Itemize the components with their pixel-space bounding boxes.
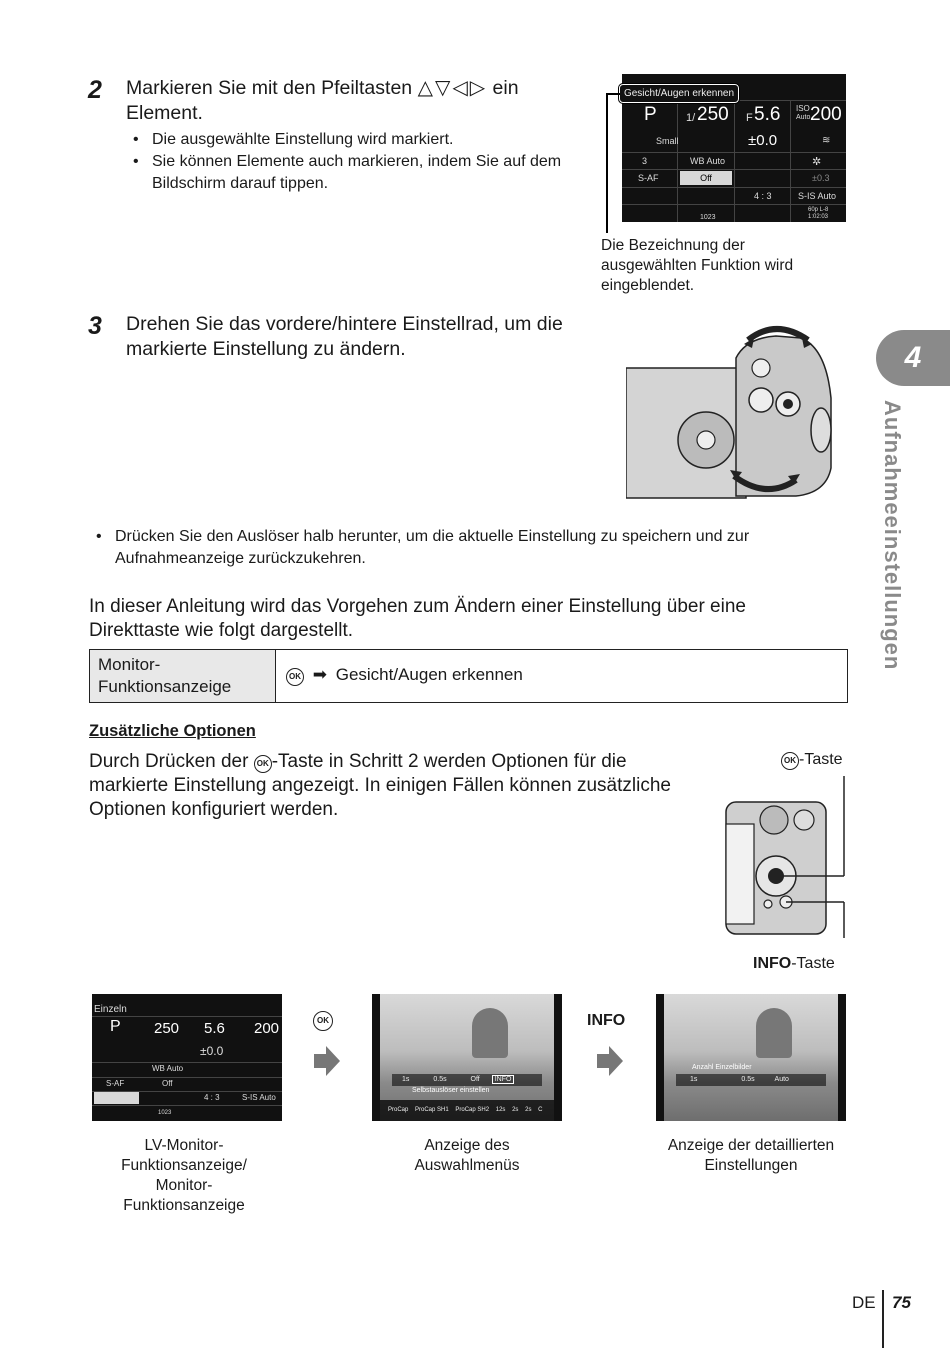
exposure-compensation: ±0.0 [200, 1044, 224, 1058]
shooting-mode: P [110, 1018, 121, 1035]
menu-bar [380, 1100, 554, 1121]
drive-mode: 3 [642, 156, 648, 166]
person-figure [756, 1008, 792, 1058]
white-balance: WB Auto [152, 1064, 184, 1073]
options-text-start: Durch Drücken der [89, 751, 249, 772]
caption-line: Einstellungen [704, 1157, 798, 1174]
menu-option: ProCap SH2 [455, 1107, 490, 1113]
recording-time: 1:02:03 [808, 214, 829, 220]
menu-option: 2s [512, 1107, 519, 1113]
menu-option-info: INFO [492, 1075, 515, 1084]
menu-option: 0.5s [741, 1076, 755, 1083]
caption-line: Anzeige der detaillierten [667, 1137, 835, 1154]
caption-lv-monitor [92, 1136, 276, 1216]
image-size: Small [656, 136, 679, 146]
table-right-cell [286, 665, 523, 686]
menu-option: 2s [525, 1107, 532, 1113]
caption-line: LV-Monitor- [144, 1137, 224, 1154]
camera-dials-illustration [626, 318, 836, 502]
aperture-f: F [746, 112, 753, 124]
menu-title: Anzahl Einzelbilder [692, 1064, 752, 1071]
image-stabilization: S-IS Auto [798, 191, 837, 201]
list-item: • Drücken Sie den Auslöser halb herunter, um die aktuelle Einstellung zu speichern und zur Aufnahmeanzeige zurückzukehren. [89, 526, 849, 570]
menu-option: C [538, 1107, 543, 1113]
gear-icon: ✲ [812, 156, 822, 168]
menu-option: 12s [495, 1107, 506, 1113]
step-2-title [126, 76, 586, 126]
camera-back-illustration [724, 772, 848, 938]
iso-label: ISO [796, 104, 810, 113]
af-mode: S-AF [638, 173, 659, 183]
ok-key-label-text: -Taste [799, 751, 843, 768]
ok-button-icon: OK [781, 752, 799, 770]
flow-ok-icon [313, 1011, 333, 1031]
single-label: Einzeln [94, 1004, 127, 1015]
footer-language: DE [852, 1293, 876, 1312]
menu-row [676, 1074, 826, 1086]
face-detection: Off [162, 1079, 173, 1088]
chapter-tab: 4 [876, 330, 950, 386]
caption-selection-menu [372, 1136, 562, 1176]
arrow-right-icon: ➡ [312, 665, 327, 684]
menu-option: Off [470, 1076, 480, 1083]
aperture: 5.6 [754, 104, 781, 125]
menu-option: 1s [690, 1076, 698, 1083]
iso-value: 200 [254, 1020, 280, 1037]
af-mode: S-AF [106, 1079, 125, 1088]
exposure-compensation: ±0.0 [748, 132, 778, 149]
chapter-title: Aufnahmeeinstellungen [880, 400, 905, 671]
menu-title: Selbstauslöser einstellen [412, 1087, 490, 1094]
selection-menu-screenshot [372, 994, 562, 1121]
table-left-cell [90, 650, 276, 702]
shutter-frac: 1/ [686, 112, 696, 124]
screen-caption: Die Bezeichnung der ausgewählten Funktion wird eingeblendet. [601, 237, 794, 294]
lv-monitor-display-screenshot [92, 994, 282, 1121]
step-3-title: Drehen Sie das vordere/hintere Einstellrad, um die markierte Einstellung zu ändern. [126, 313, 563, 360]
remaining-frames: 1023 [700, 214, 716, 221]
flash-compensation: ±0.3 [812, 173, 830, 183]
step-2-title-text-line2: Element. [126, 102, 203, 124]
caption-line: Anzeige des [424, 1137, 510, 1154]
image-stabilization: S-IS Auto [242, 1093, 276, 1102]
footer-divider [882, 1290, 884, 1348]
caption-detailed-settings [646, 1136, 856, 1176]
menu-row [392, 1074, 542, 1086]
menu-option: Auto [774, 1076, 789, 1083]
remaining-frames: 1023 [158, 1110, 172, 1116]
detailed-settings-screenshot [656, 994, 846, 1121]
caption-line: Auswahlmenüs [414, 1157, 520, 1174]
step-2-bullets [126, 129, 586, 195]
shooting-mode: P [644, 104, 657, 125]
callout-line [606, 93, 608, 233]
table-right-text: Gesicht/Augen erkennen [335, 665, 523, 684]
shutter-speed: 250 [154, 1020, 180, 1037]
list-item: • Sie können Elemente auch markieren, indem Sie auf dem Bildschirm darauf tippen. [126, 151, 586, 195]
menu-option: 1s [402, 1076, 410, 1083]
flow-arrow-icon [597, 1046, 623, 1076]
arrow-keys-icon: △▽◁▷ [417, 77, 488, 99]
caption-line: Monitor- [155, 1177, 213, 1194]
caption-line: Funktionsanzeige/ [121, 1157, 247, 1174]
shutter-bullet [89, 526, 849, 570]
intro-text: In dieser Anleitung wird das Vorgehen zum Ändern einer Einstellung über eine Direkttaste wie folgt dargestellt. [89, 596, 746, 641]
ok-button-icon: OK [313, 1011, 333, 1031]
page-number: 75 [892, 1293, 911, 1312]
step-2-number: 2 [88, 76, 102, 104]
face-detection-off: Off [680, 171, 732, 185]
flow-arrow-icon [314, 1046, 340, 1076]
ok-button-icon: OK [286, 668, 304, 686]
highlighted-cell [94, 1092, 139, 1104]
person-figure [472, 1008, 508, 1058]
aperture: 5.6 [204, 1020, 225, 1037]
options-text-rest: -Taste in Schritt 2 werden Optionen für die markierte Einstellung angezeigt. In einigen Fällen können zusätzliche Optionen konfiguriert werden. [89, 751, 671, 820]
ok-button-icon: OK [254, 755, 272, 773]
ok-key-label [781, 751, 843, 770]
shutter-speed: 250 [697, 104, 729, 125]
white-balance: WB Auto [690, 156, 726, 166]
step-2-title-text-end: ein [492, 77, 519, 99]
options-heading: Zusätzliche Optionen [89, 722, 256, 740]
iso-auto: Auto [796, 114, 811, 121]
list-item: • Die ausgewählte Einstellung wird markiert. [126, 129, 586, 151]
info-key-label-text: -Taste [791, 955, 835, 972]
menu-option: ProCap [388, 1107, 409, 1113]
info-key-bold: INFO [753, 955, 792, 972]
menu-option: ProCap SH1 [415, 1107, 449, 1113]
wifi-icon: ≋ [822, 135, 831, 146]
highlighted-function-label: Gesicht/Augen erkennen [619, 84, 739, 103]
info-key-label [753, 955, 835, 973]
table-left-text: Monitor-Funktionsanzeige [98, 655, 232, 696]
step-2-title-text: Markieren Sie mit den Pfeiltasten [126, 77, 413, 99]
step-3-number: 3 [88, 312, 102, 340]
options-text [89, 750, 709, 822]
aspect-ratio: 4 : 3 [204, 1093, 220, 1102]
aspect-ratio: 4 : 3 [754, 191, 772, 201]
menu-option: 0.5s [433, 1076, 447, 1083]
caption-line: Funktionsanzeige [123, 1197, 245, 1214]
flow-info-label: INFO [587, 1012, 626, 1029]
video-mode: 60p L-8 [808, 207, 829, 213]
direct-key-table [89, 649, 848, 703]
iso-value: 200 [810, 104, 842, 125]
callout-line [606, 93, 620, 95]
